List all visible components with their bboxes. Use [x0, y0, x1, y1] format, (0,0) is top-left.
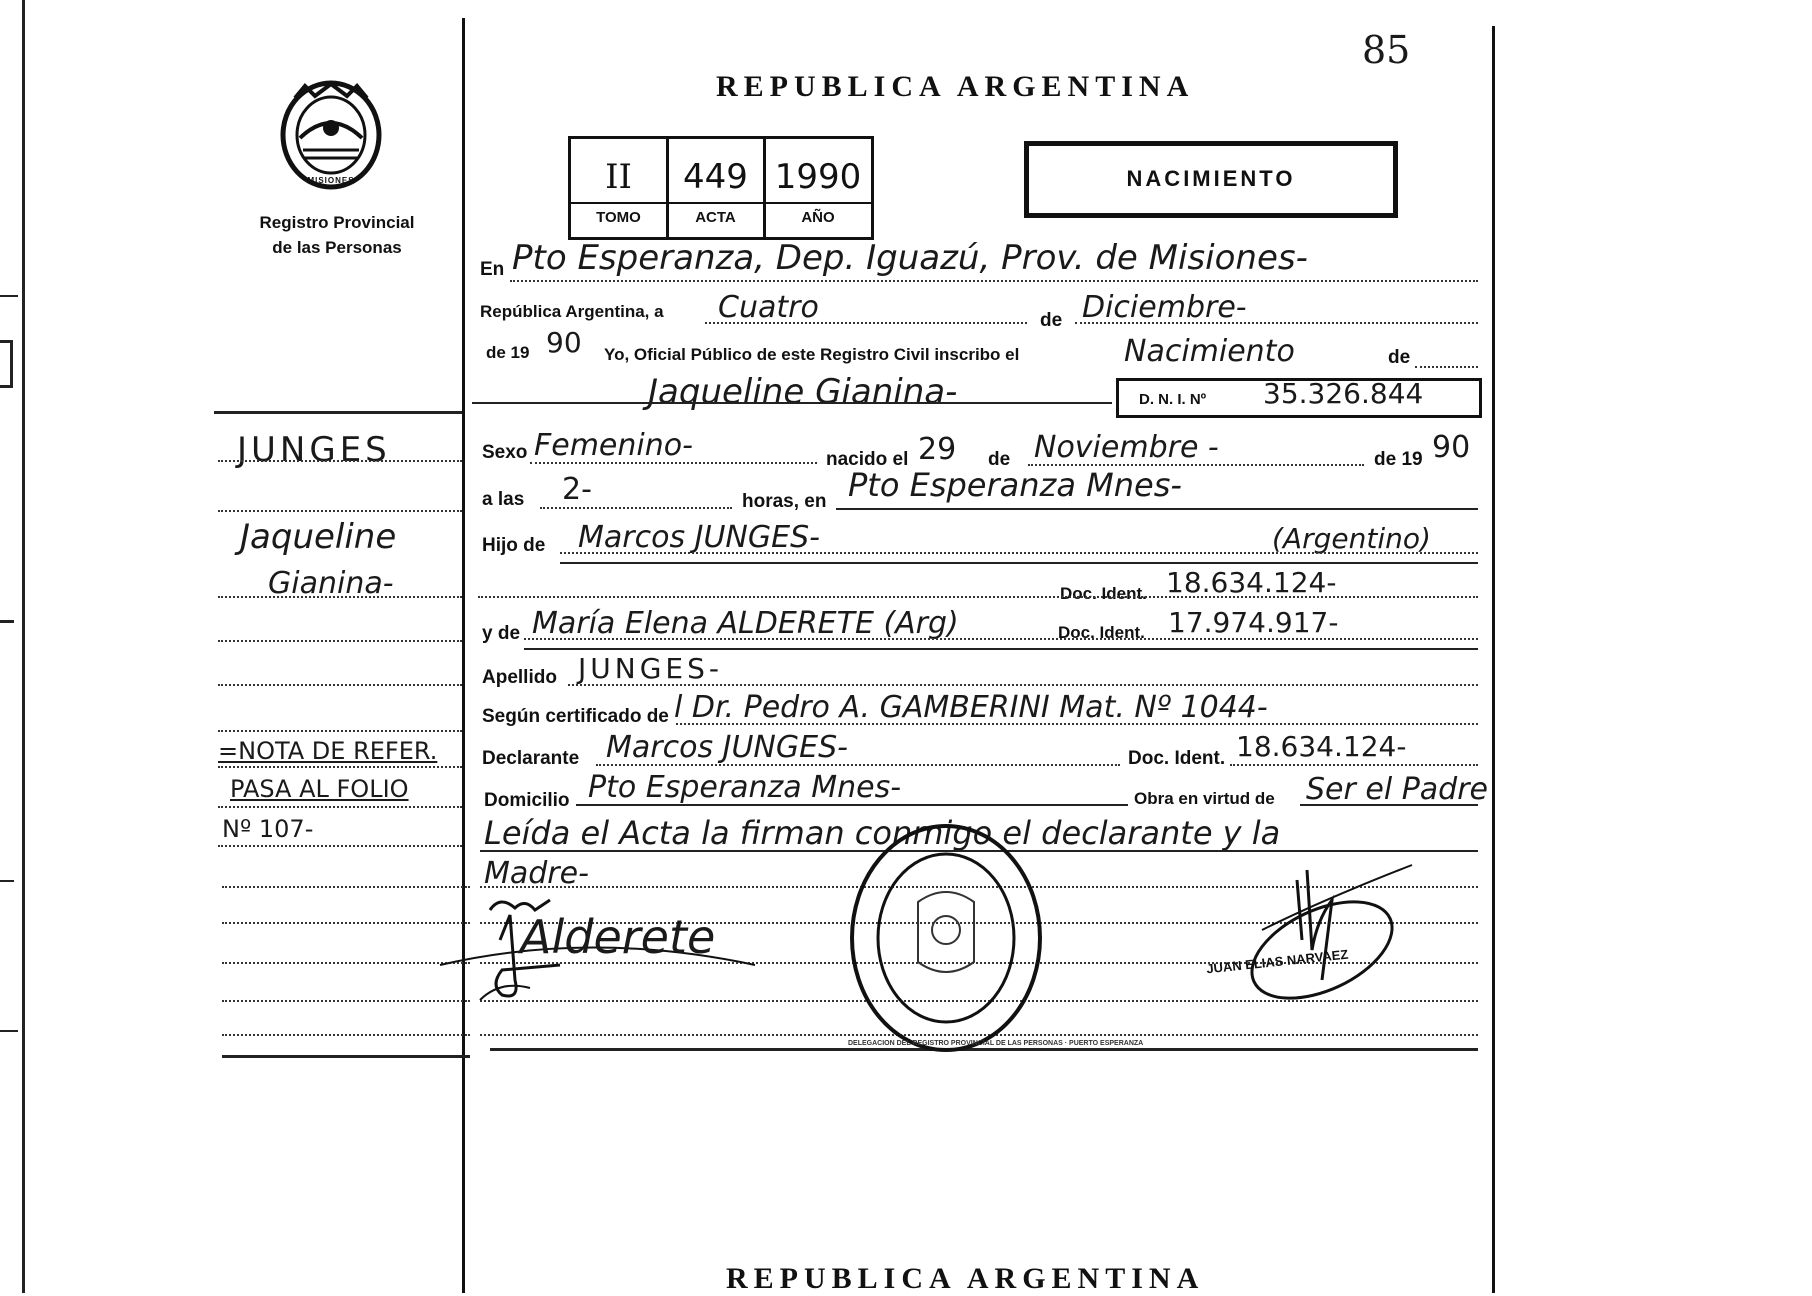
republica-label: República Argentina, a	[480, 302, 664, 321]
sidebar-note-line1: =NOTA DE REFER.	[218, 737, 438, 765]
mother-name-field: María Elena ALDERETE (Arg)	[532, 606, 959, 641]
alas-label: a las	[482, 489, 525, 510]
inscribo-label: Yo, Oficial Público de este Registro Civil inscribo el	[604, 345, 1020, 364]
birth-year-suffix-field: 90	[1432, 430, 1471, 465]
full-name-field: Jaqueline Gianina-	[648, 372, 958, 412]
record-box	[568, 136, 874, 240]
dni-label: D. N. I. Nº	[1139, 391, 1207, 408]
sidebar-note-line3: Nº 107-	[222, 815, 314, 843]
declarant-doc-field: 18.634.124-	[1236, 730, 1407, 763]
en-label: En	[480, 259, 505, 280]
ano-label: AÑO	[801, 209, 835, 226]
address-field: Pto Esperanza Mnes-	[588, 770, 902, 805]
binding-edge	[0, 0, 26, 1293]
father-nationality-field: (Argentino)	[1272, 522, 1431, 555]
country-title: REPUBLICA ARGENTINA	[716, 70, 1195, 103]
de-label-2: de	[1388, 347, 1411, 368]
surname-field: JUNGES-	[578, 652, 723, 685]
declarante-label: Declarante	[482, 748, 580, 769]
de-label: de	[1040, 310, 1063, 331]
hijo-label: Hijo de	[482, 535, 546, 556]
mother-signature-text: Alderete	[520, 910, 716, 964]
obra-label: Obra en virtud de	[1134, 789, 1275, 808]
sidebar-surname: JUNGES	[237, 430, 391, 470]
doc-ident-label-father: Doc. Ident.	[1060, 584, 1147, 603]
birthplace-field: Pto Esperanza, Dep. Iguazú, Prov. de Misiones-	[512, 238, 1308, 278]
year-prefix-label-2: de 19	[1374, 449, 1423, 470]
acta-value: 449	[683, 157, 748, 197]
birth-location-field: Pto Esperanza Mnes-	[848, 466, 1182, 504]
year-suffix-field: 90	[546, 326, 582, 359]
doc-ident-label-declarant: Doc. Ident.	[1128, 748, 1226, 769]
acta-label: ACTA	[695, 209, 736, 226]
tomo-label: TOMO	[596, 209, 641, 226]
seal-label: MISIONES	[307, 176, 355, 185]
doc-ident-label-mother: Doc. Ident.	[1058, 623, 1145, 642]
month-field: Diciembre-	[1082, 290, 1247, 325]
obra-field: Ser el Padre	[1306, 772, 1489, 807]
sidebar-note-line2: PASA AL FOLIO	[230, 775, 409, 803]
record-type-label: NACIMIENTO	[1126, 166, 1296, 191]
yde-label: y de	[482, 623, 521, 644]
certificate-field: l Dr. Pedro A. GAMBERINI Mat. Nº 1044-	[674, 690, 1268, 725]
segun-label: Según certificado de	[482, 706, 669, 727]
official-stamp-text: JUAN ELIAS NARVAEZ	[1205, 946, 1349, 977]
horas-label: horas, en	[742, 491, 827, 512]
act-type-field: Nacimiento	[1124, 334, 1295, 369]
round-stamp-text: DELEGACION DEL REGISTRO PROVINCIAL DE LAS PERSONAS · PUERTO ESPERANZA	[848, 1040, 1144, 1047]
hour-field: 2-	[562, 472, 592, 507]
mother-doc-field: 17.974.917-	[1168, 606, 1339, 639]
ano-value: 1990	[774, 157, 862, 197]
left-column-divider	[462, 18, 465, 1293]
declarant-name-field: Marcos JUNGES-	[606, 730, 848, 765]
mother-signature	[440, 870, 760, 1010]
dni-value: 35.326.844	[1263, 377, 1424, 410]
tomo-value: II	[605, 157, 632, 197]
birth-day-field: 29	[918, 432, 957, 467]
registry-name-line1: Registro Provincial	[259, 213, 415, 232]
sidebar-given-name-2: Gianina-	[268, 566, 394, 601]
dni-box	[1116, 378, 1482, 418]
sexo-label: Sexo	[482, 442, 528, 463]
sidebar-given-name-1: Jaqueline	[240, 517, 397, 557]
registry-round-stamp	[848, 822, 1144, 1054]
record-type-box	[1024, 141, 1398, 218]
closing-line-1: Leída el Acta la firman conmigo el declarante y la	[484, 814, 1281, 852]
closing-line-2: Madre-	[484, 856, 589, 891]
apellido-label: Apellido	[482, 667, 557, 688]
domicilio-label: Domicilio	[484, 790, 570, 811]
father-doc-field: 18.634.124-	[1166, 566, 1337, 599]
page-number: 85	[1362, 28, 1411, 72]
father-name-field: Marcos JUNGES-	[578, 520, 820, 555]
right-page-edge	[1492, 26, 1495, 1293]
official-signature	[1202, 860, 1422, 1020]
year-prefix-label: de 19	[486, 343, 530, 362]
provincial-seal	[275, 78, 387, 193]
birth-month-field: Noviembre -	[1034, 430, 1219, 465]
sidebar-top-rule	[214, 411, 462, 414]
de-label-3: de	[988, 449, 1011, 470]
footer-country-title: REPUBLICA ARGENTINA	[726, 1262, 1205, 1295]
nacido-label: nacido el	[826, 449, 909, 470]
registry-name-line2: de las Personas	[272, 238, 402, 257]
day-field: Cuatro	[718, 290, 819, 325]
sex-field: Femenino-	[534, 428, 693, 463]
